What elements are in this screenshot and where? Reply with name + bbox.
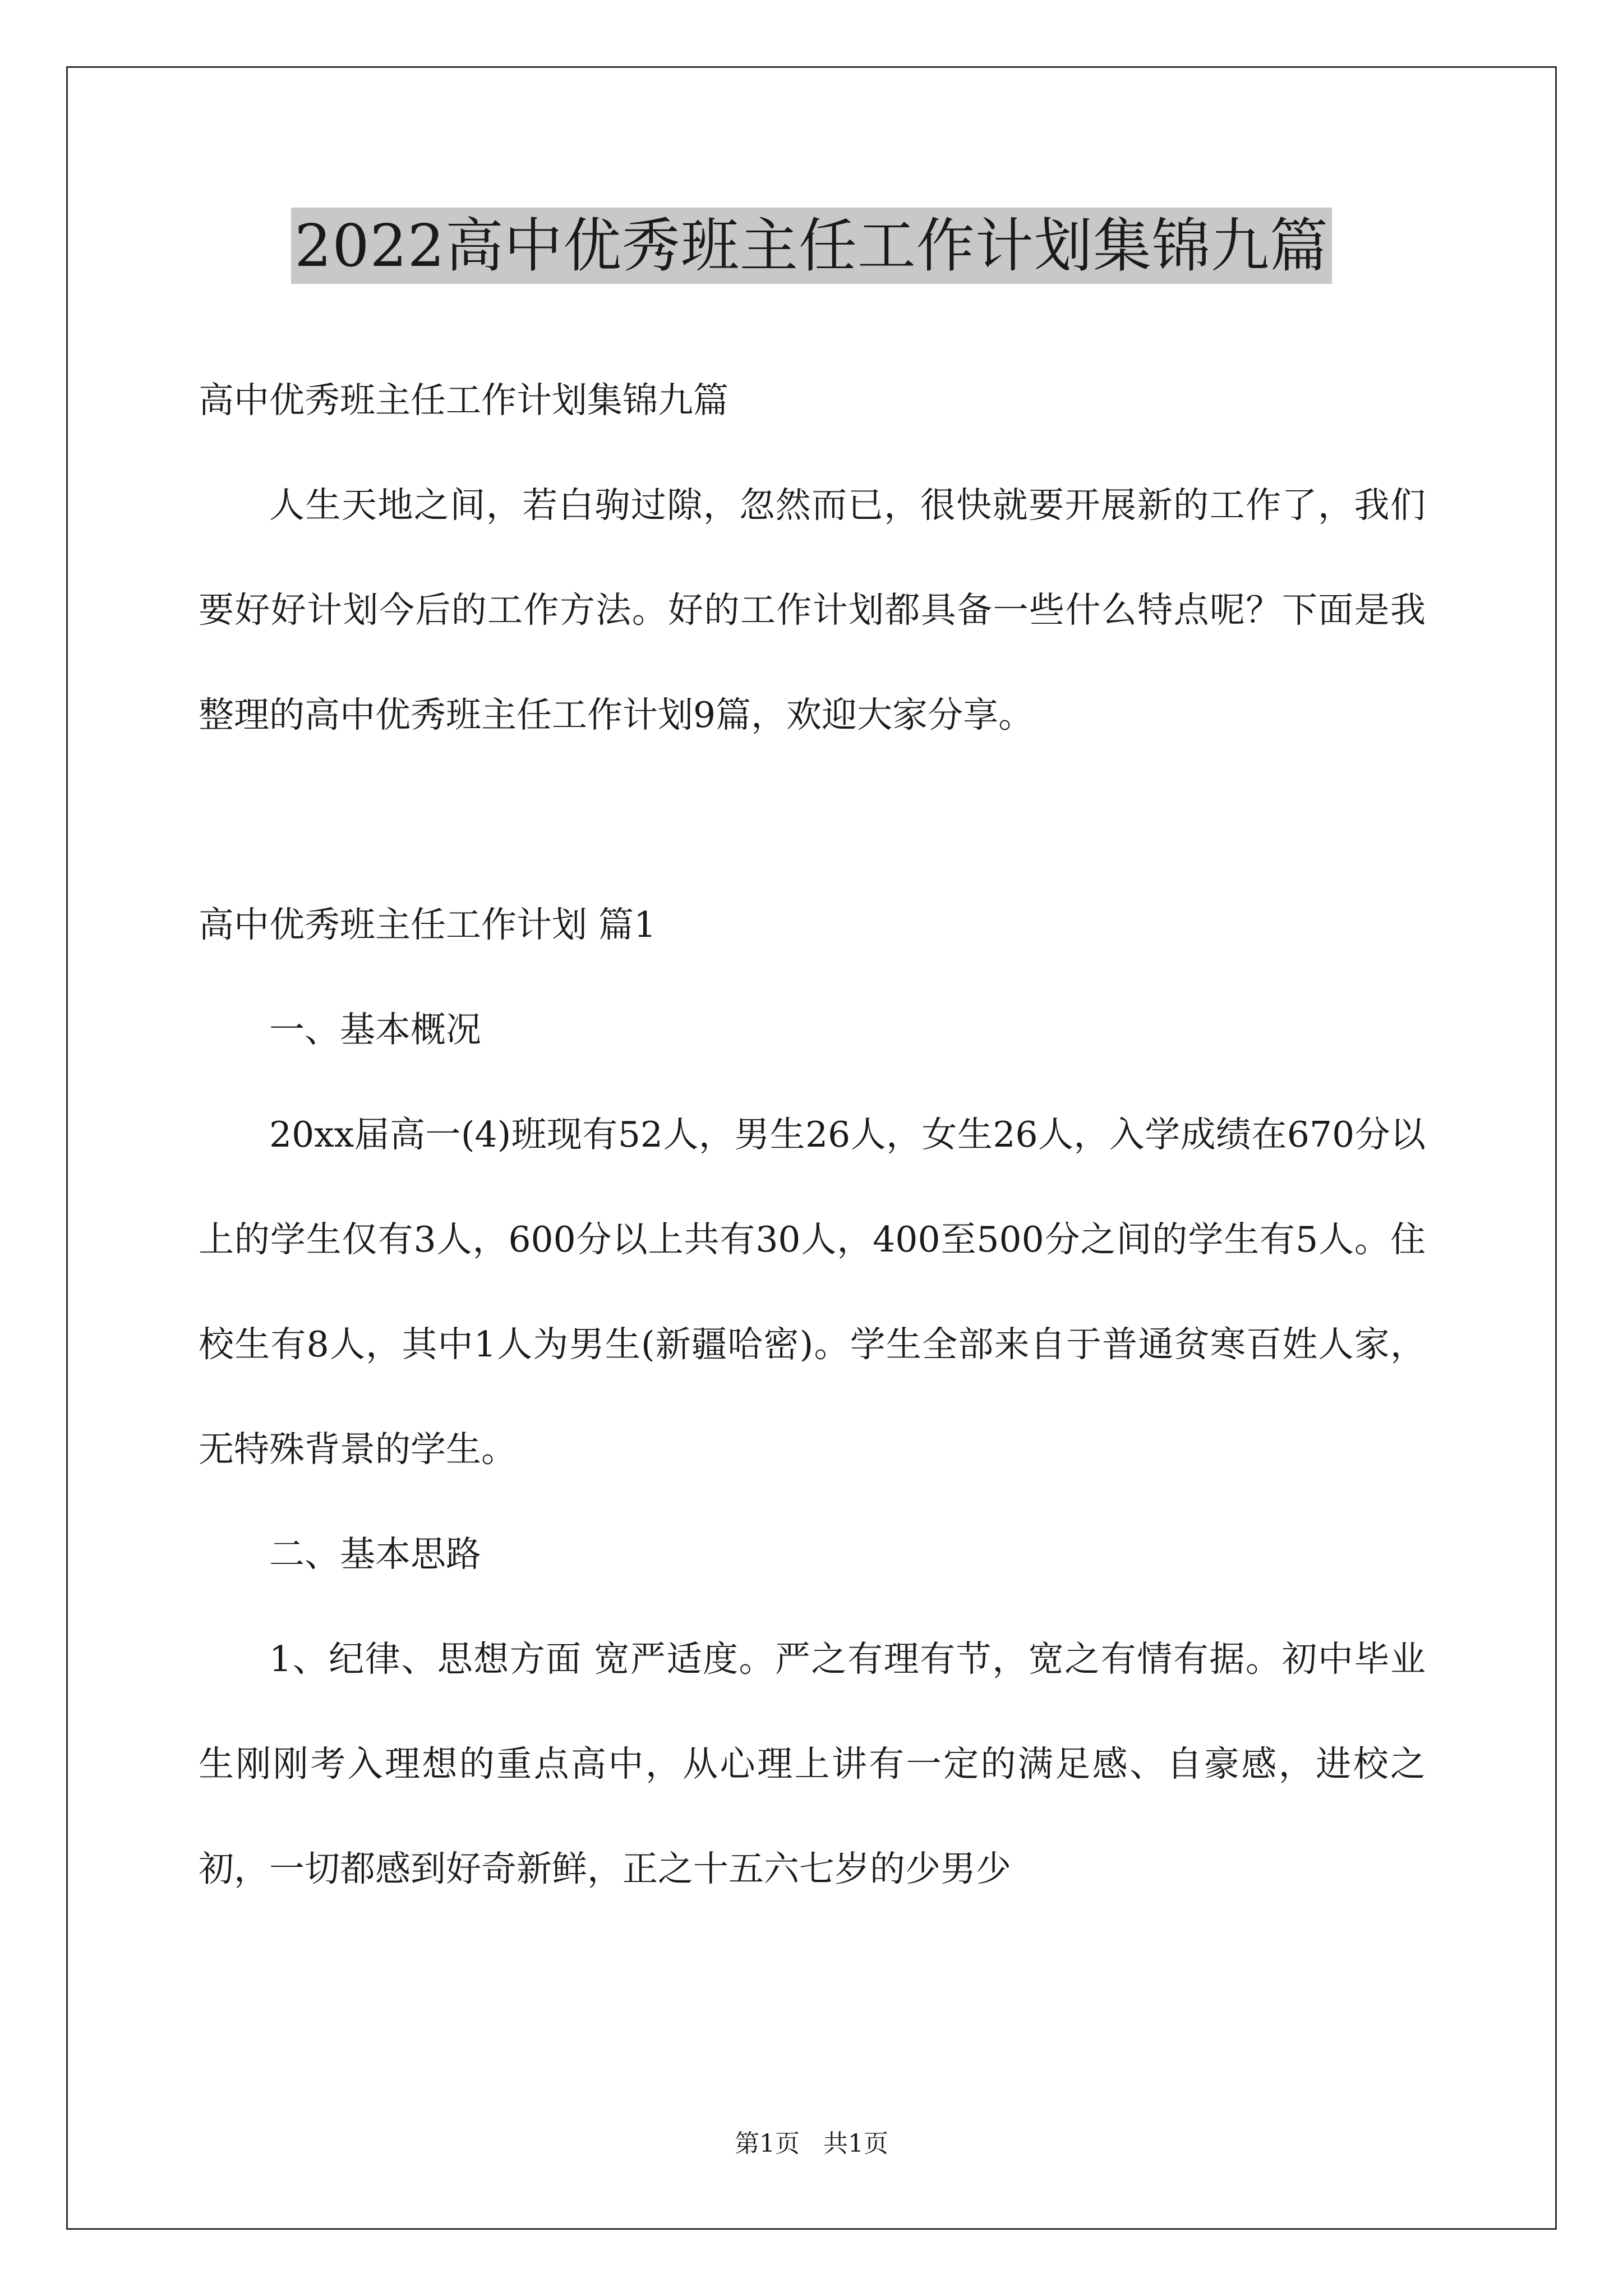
section-heading: 高中优秀班主任工作计划 篇1	[199, 904, 657, 945]
subheading-basic-ideas: 二、基本思路	[269, 1534, 481, 1575]
page-total: 共1页	[823, 2129, 888, 2158]
section-gap	[199, 767, 1426, 872]
subheading-basic-overview: 一、基本概况	[269, 1009, 481, 1050]
overview-paragraph: 20xx届高一(4)班现有52人，男生26人，女生26人，入学成绩在670分以上的学生仅有3人，600分以上共有30人，400至500分之间的学生有5人。住校生有8人，其中1人为男生(新疆哈密)。学生全部来自于普通贫寒百姓人家，无特殊背景的学生。	[199, 1114, 1426, 1470]
document-title: 2022高中优秀班主任工作计划集锦九篇	[291, 208, 1332, 284]
page-footer	[0, 2127, 1623, 2161]
document-body	[199, 348, 1426, 1921]
subtitle-paragraph: 高中优秀班主任工作计划集锦九篇	[199, 380, 728, 421]
page-number: 第1页	[735, 2129, 800, 2158]
title-container	[0, 208, 1623, 284]
intro-paragraph: 人生天地之间，若白驹过隙，忽然而已，很快就要开展新的工作了，我们要好好计划今后的工作方法。好的工作计划都具备一些什么特点呢？下面是我整理的高中优秀班主任工作计划9篇，欢迎大家分享。	[199, 485, 1426, 735]
discipline-paragraph: 1、纪律、思想方面 宽严适度。严之有理有节，宽之有情有据。初中毕业生刚刚考入理想的重点高中，从心理上讲有一定的满足感、自豪感，进校之初，一切都感到好奇新鲜，正之十五六七岁的少男少	[199, 1639, 1426, 1889]
